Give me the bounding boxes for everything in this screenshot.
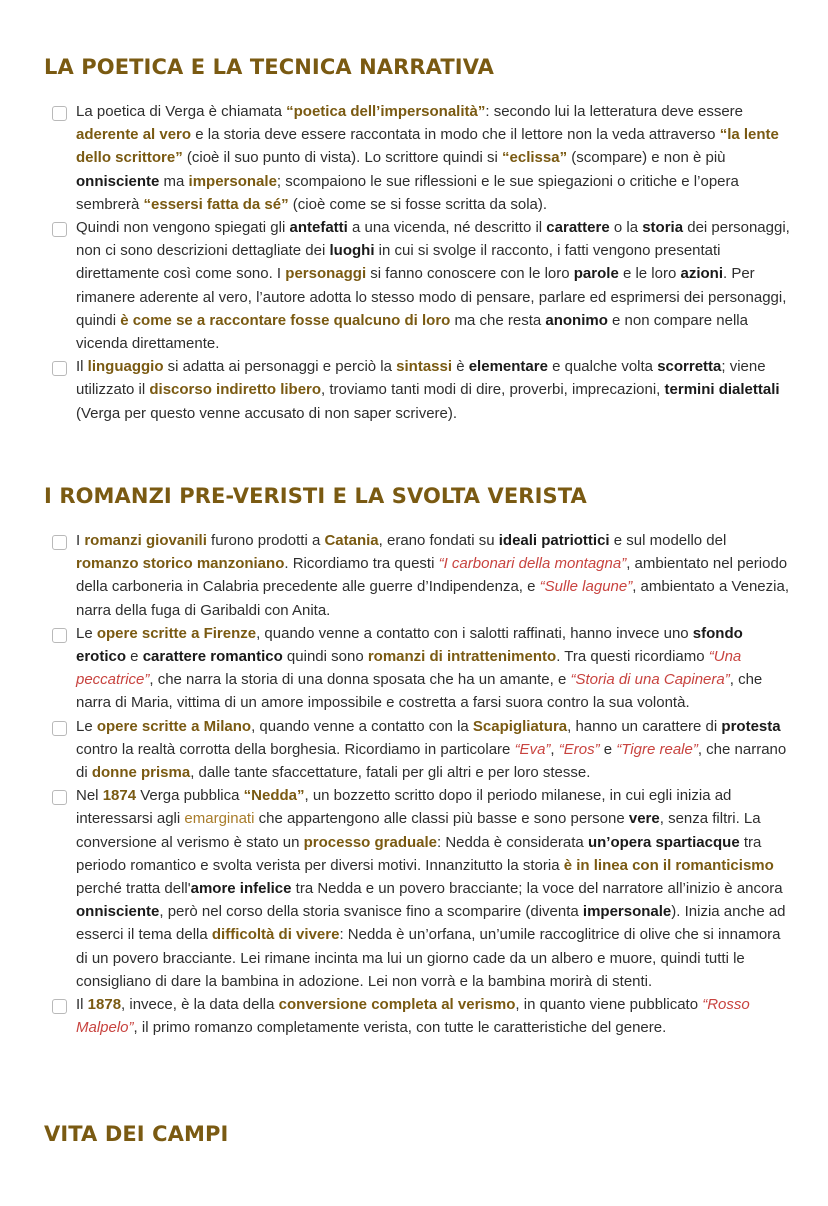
text-run: (Verga per questo venne accusato di non saper scrivere).: [76, 404, 458, 422]
text-run: , un bozzetto scritto dopo il periodo milanese, in cui egli inizia ad interessarsi agli: [76, 787, 732, 828]
text-run: , erano fondati su: [378, 532, 499, 549]
bold-text: ideali patriottici: [498, 532, 610, 549]
text-run: che appartengono alle classi più basse e sono persone: [254, 810, 629, 828]
checkbox-icon[interactable]: [52, 790, 67, 805]
text-run: e le loro: [618, 265, 681, 283]
text-run: (cioè come se si fosse scritta da sola).: [288, 195, 548, 213]
item-text: [76, 715, 790, 785]
checkbox-icon[interactable]: [52, 535, 67, 550]
highlight-text: personaggi: [285, 265, 367, 283]
checkbox-icon[interactable]: [52, 361, 67, 376]
text-run: , troviamo tanti modi di dire, proverbi, imprecazioni,: [321, 381, 665, 399]
bold-text: sfondo erotico: [76, 624, 743, 666]
item-text: [76, 784, 790, 993]
work-title: “Rosso Malpelo”: [76, 996, 750, 1037]
bold-text: protesta: [721, 717, 781, 735]
work-title: “Storia di una Capinera”: [570, 671, 730, 689]
list-item: [52, 216, 790, 355]
text-run: Le: [76, 624, 97, 642]
text-run: , quando venne a contatto con i salotti raffinati, hanno invece uno: [256, 624, 693, 642]
text-run: , in quanto viene pubblicato: [515, 996, 703, 1014]
text-run: , senza filtri. La conversione al verismo è stato un: [76, 810, 761, 851]
text-run: , il primo romanzo completamente verista, con tutte le caratteristiche del genere.: [133, 1019, 667, 1037]
list-item: [52, 784, 790, 993]
work-title: “Eva”: [514, 740, 551, 758]
highlight-text: romanzi di intrattenimento: [367, 648, 557, 666]
highlight-text: linguaggio: [87, 358, 164, 376]
text-run: . Ricordiamo tra questi: [284, 555, 439, 573]
highlight-text: impersonale: [188, 172, 277, 190]
highlight-text: “poetica dell’impersonalità”: [286, 103, 486, 120]
item-text: [76, 993, 790, 1039]
highlight-text: Scapigliatura: [472, 717, 568, 735]
bold-text: antefatti: [289, 219, 348, 237]
item-text: [76, 100, 790, 216]
text-run: Il: [76, 996, 88, 1014]
text-run: . Tra questi ricordiamo: [556, 648, 709, 666]
text-run: ; scompaiono le sue riflessioni e le sue spiegazioni o critiche e l’opera sembrerà: [76, 172, 739, 213]
text-run: e sul modello del: [609, 532, 727, 549]
text-run: , hanno un carattere di: [567, 717, 722, 735]
checkbox-icon[interactable]: [52, 222, 67, 237]
highlight-text: “eclissa”: [502, 149, 568, 167]
bold-text: carattere: [546, 219, 610, 237]
text-run: , ambientato a Venezia, narra della fuga di Garibaldi con Anita.: [76, 578, 789, 619]
highlight-text: sintassi: [396, 358, 453, 376]
text-run: contro la realtà corrotta della borghesia. Ricordiamo in particolare: [76, 740, 515, 758]
text-run: e qualche volta: [547, 358, 658, 376]
bold-text: onnisciente: [76, 172, 160, 190]
highlight-text: conversione completa al verismo: [278, 996, 516, 1014]
bold-text: vere: [628, 810, 660, 828]
work-title: “I carbonari della montagna”: [438, 555, 627, 573]
list-item: [52, 715, 790, 785]
item-text: [76, 355, 790, 425]
text-run: : Nedda è considerata: [437, 833, 588, 851]
item-text: [76, 622, 790, 715]
highlight-text: discorso indiretto libero: [149, 381, 322, 399]
section-title: VITA DEI CAMPI: [44, 1122, 229, 1146]
text-run: ,: [550, 740, 559, 758]
list-item: [52, 993, 790, 1039]
text-run: o la: [609, 219, 643, 237]
text-run: ma che resta: [450, 311, 546, 329]
bold-text: carattere romantico: [142, 648, 283, 666]
checkbox-icon[interactable]: [52, 628, 67, 643]
text-run: tra Nedda e un povero bracciante; la voce del narratore all’inizio è ancora: [291, 880, 783, 898]
bold-text: anonimo: [545, 311, 608, 329]
highlight-text: romanzi giovanili: [84, 532, 207, 549]
text-run: (scompare) e non è più: [567, 149, 726, 167]
checkbox-icon[interactable]: [52, 999, 67, 1014]
text-run: a una vicenda, né descritto il: [347, 219, 547, 237]
highlight-text: donne prisma: [91, 764, 191, 782]
bold-text: onnisciente: [76, 903, 160, 921]
section-list-2: [52, 529, 790, 1039]
bold-text: storia: [642, 219, 684, 237]
checkbox-icon[interactable]: [52, 106, 67, 121]
text-run: in cui si svolge il racconto, i fatti vengono presentati direttamente così come sono. I: [76, 242, 721, 283]
section-title: I ROMANZI PRE-VERISTI E LA SVOLTA VERISTA: [44, 484, 587, 508]
text-run: e la storia deve essere raccontata in modo che il lettore non la veda attraverso: [191, 126, 720, 144]
text-run: : Nedda è un’orfana, un’umile raccoglitrice di olive che si innamora di un povero bracciante. Lei rimane incinta ma lui un giorno cade da un albero e muore, quindi tutti le consigliano di dare la bambina in adozione. Lei non vorrà e la bambina morirà di stenti.: [76, 926, 781, 990]
text-run: , ambientato nel periodo della carboneria in Calabria precedente alle guerre d’Indipendenza, e: [76, 555, 788, 596]
highlight-text: “essersi fatta da sé”: [143, 195, 289, 213]
text-run: , dalle tante sfaccettature, fatali per gli altri e per loro stesse.: [190, 764, 591, 782]
bold-text: parole: [573, 265, 619, 283]
text-run: Nel: [76, 787, 103, 805]
text-run: , quando venne a contatto con la: [251, 717, 473, 735]
text-run: , che narra la storia di una donna sposata che ha un amante, e: [149, 671, 571, 689]
highlight-text: “Nedda”: [243, 787, 305, 805]
text-run: I: [76, 532, 85, 549]
text-run: ; viene utilizzato il: [76, 358, 766, 399]
bold-text: elementare: [468, 358, 548, 376]
highlight-text: è come se a raccontare fosse qualcuno di loro: [120, 311, 451, 329]
bold-text: azioni: [680, 265, 723, 283]
text-run: si adatta ai personaggi e perciò la: [163, 358, 397, 376]
work-title: “Una peccatrice”: [76, 648, 742, 689]
text-run: dei personaggi, non ci sono descrizioni dettagliate dei: [76, 219, 790, 260]
work-title: “Eros”: [558, 740, 600, 758]
highlight-text: processo graduale: [303, 833, 438, 851]
text-run: ma: [159, 172, 189, 190]
text-run: ). Inizia anche ad esserci il tema della: [76, 903, 786, 944]
text-run: La poetica di Verga è chiamata: [76, 103, 287, 120]
item-text: [76, 216, 790, 355]
text-run: si fanno conoscere con le loro: [366, 265, 574, 283]
text-run: Verga pubblica: [136, 787, 244, 805]
highlight-text: 1874: [102, 787, 137, 805]
section-title: LA POETICA E LA TECNICA NARRATIVA: [44, 55, 495, 79]
text-run: , però nel corso della storia svanisce fino a scomparire (diventa: [159, 903, 583, 921]
work-title: “Sulle lagune”: [539, 578, 633, 596]
highlight-text: romanzo storico manzoniano: [76, 555, 285, 573]
text-run: perché tratta dell': [76, 880, 191, 898]
list-item: [52, 355, 790, 425]
bold-text: amore infelice: [190, 880, 292, 898]
text-run: , invece, è la data della: [121, 996, 279, 1014]
text-run: e: [126, 648, 143, 666]
text-run: e: [599, 740, 617, 758]
section-list-1: [52, 100, 790, 425]
bold-text: termini dialettali: [664, 381, 780, 399]
accent-text: emarginati: [184, 810, 255, 828]
bold-text: scorretta: [657, 358, 722, 376]
text-run: e non compare nella vicenda direttamente.: [76, 311, 748, 353]
text-run: Le: [76, 717, 97, 735]
bold-text: un’opera spartiacque: [587, 833, 740, 851]
text-run: . Per rimanere aderente al vero, l’autore adotta lo stesso modo di pensare, parlare ed esprimersi dei personaggi, quindi: [76, 265, 787, 329]
bold-text: impersonale: [582, 903, 672, 921]
text-run: quindi sono: [282, 648, 368, 666]
text-run: Quindi non vengono spiegati gli: [76, 219, 290, 237]
highlight-text: opere scritte a Milano: [96, 717, 252, 735]
text-run: è: [452, 358, 469, 376]
item-text: [76, 529, 790, 622]
highlight-text: opere scritte a Firenze: [96, 624, 257, 642]
highlight-text: è in linea con il romanticismo: [563, 856, 774, 874]
highlight-text: aderente al vero: [76, 126, 192, 144]
text-run: Il: [76, 358, 88, 376]
highlight-text: Catania: [324, 532, 379, 549]
checkbox-icon[interactable]: [52, 721, 67, 736]
list-item: [52, 100, 790, 216]
text-run: tra periodo romantico e svolta verista per diversi motivi. Innanzitutto la storia: [76, 833, 762, 874]
highlight-text: 1878: [87, 996, 122, 1014]
text-run: (cioè il suo punto di vista). Lo scrittore quindi si: [182, 149, 503, 167]
list-item: [52, 622, 790, 715]
highlight-text: difficoltà di vivere: [211, 926, 340, 944]
text-run: : secondo lui la letteratura deve essere: [485, 103, 744, 120]
bold-text: luoghi: [329, 242, 375, 260]
highlight-text: “la lente dello scrittore”: [76, 126, 779, 167]
work-title: “Tigre reale”: [616, 740, 698, 758]
list-item: [52, 529, 790, 622]
text-run: furono prodotti a: [206, 532, 325, 549]
text-run: , che narra di Maria, vittima di un amore impossibile e costretta a farsi suora contro la sua volontà.: [76, 671, 763, 712]
text-run: , che narrano di: [76, 740, 787, 782]
